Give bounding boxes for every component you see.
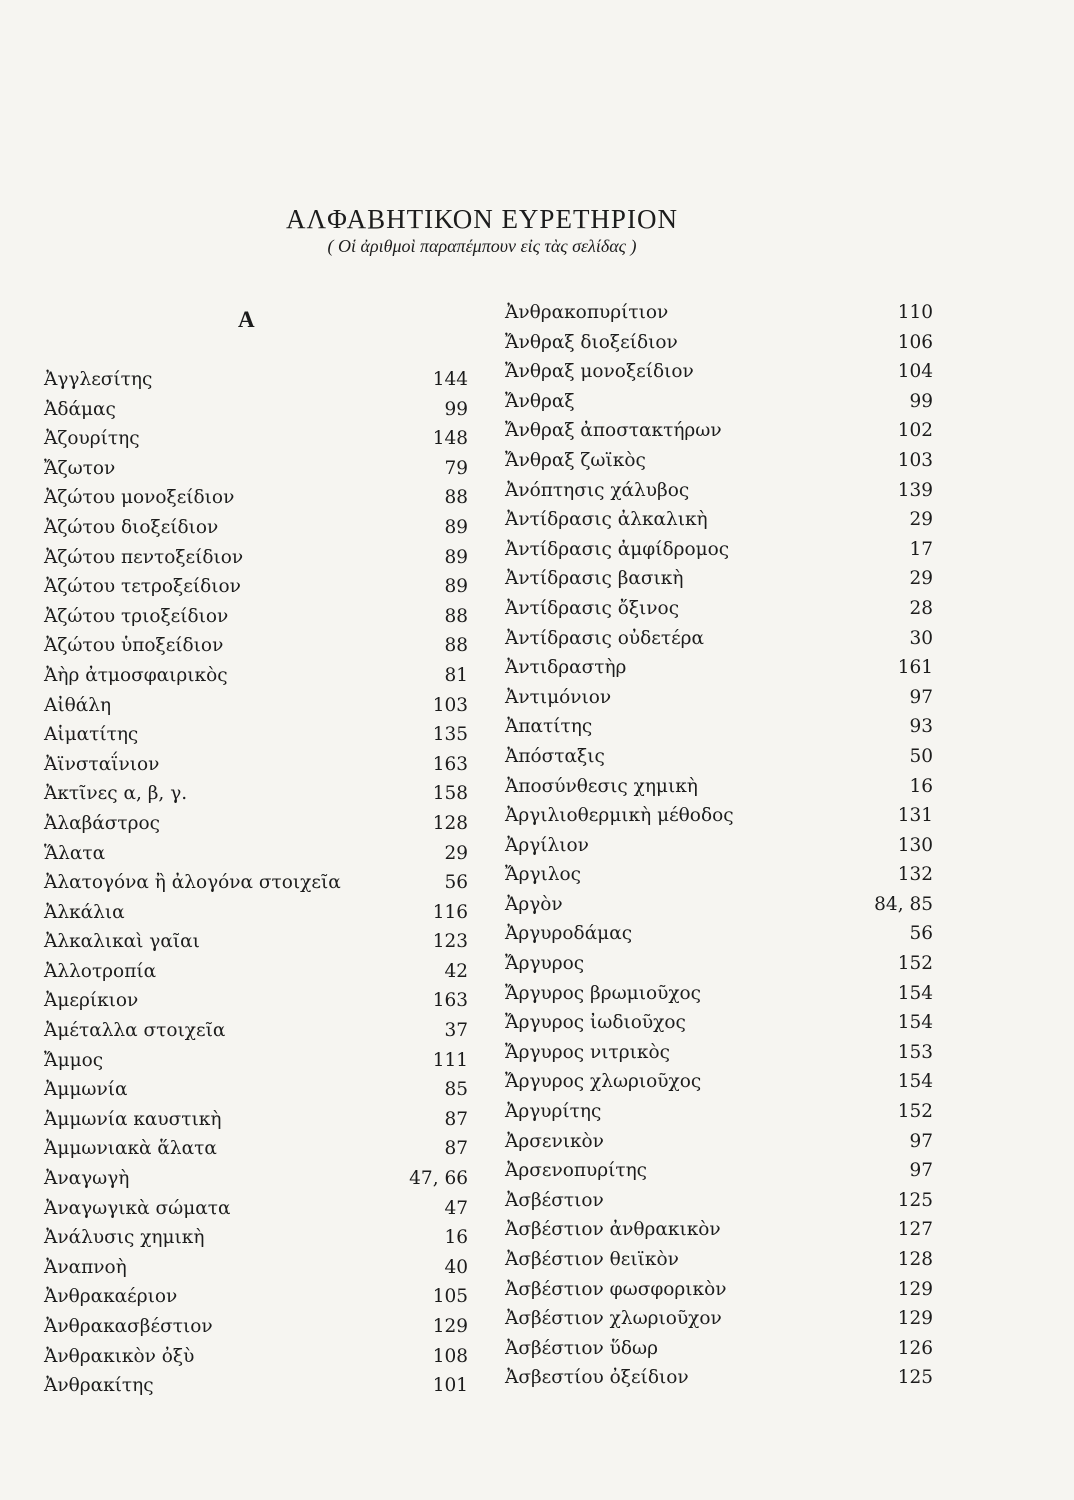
- index-term: Ἀνθρακίτης: [44, 1375, 154, 1397]
- page-number: 152: [897, 1101, 933, 1123]
- index-entry: [505, 564, 933, 594]
- page-number: 47, 66: [409, 1168, 468, 1190]
- index-entry: [44, 661, 468, 691]
- page-number: 153: [897, 1041, 933, 1063]
- index-term: Ἀζώτου μονοξείδιον: [44, 487, 235, 509]
- index-entry: [44, 927, 468, 957]
- page-number: 126: [897, 1337, 933, 1359]
- page-number: 128: [897, 1249, 933, 1270]
- page-number: 158: [432, 783, 468, 805]
- index-term: Ἀναγωγὴ: [44, 1168, 130, 1190]
- page-number: 29: [909, 568, 933, 590]
- index-entry: [505, 535, 933, 565]
- index-entry: [44, 1312, 468, 1342]
- page-number: 99: [444, 398, 468, 420]
- index-term: Ἄργιλος: [505, 864, 581, 886]
- index-entry: [505, 416, 933, 446]
- index-entry: [44, 1164, 468, 1194]
- page-number: 163: [432, 753, 468, 775]
- index-term: Ἄργυρος χλωριοῦχος: [505, 1071, 702, 1093]
- index-term: Ἅλατα: [44, 842, 106, 864]
- index-term: Ἀζώτου διοξείδιον: [44, 516, 219, 538]
- page-number: 88: [444, 605, 468, 627]
- index-entry: [505, 505, 933, 535]
- index-term: Ἀργίλιον: [505, 834, 589, 856]
- index-entry: [505, 1275, 933, 1305]
- index-term: Ἀκτῖνες α, β, γ.: [44, 783, 188, 805]
- page-number: 85: [444, 1079, 468, 1101]
- index-term: Ἀσβέστιον φωσφορικὸν: [505, 1278, 727, 1300]
- page-number: 152: [897, 953, 933, 975]
- page-number: 88: [444, 635, 468, 657]
- page-number: 103: [432, 694, 468, 716]
- index-entry: [505, 476, 933, 506]
- index-term: Ἄμμος: [44, 1049, 104, 1071]
- page-number: 81: [444, 664, 468, 686]
- index-entry: [505, 890, 933, 920]
- index-term: Ἀσβέστιον θειϊκὸν: [505, 1249, 679, 1270]
- index-term: Ἀντιδραστὴρ: [505, 657, 627, 679]
- page-number: 125: [897, 1189, 933, 1211]
- index-term: Ἀζώτου τετροξείδιον: [44, 576, 241, 598]
- page-number: 123: [432, 931, 468, 953]
- index-term: Ἀϊνσταΐνιον: [44, 753, 160, 775]
- page-number: 135: [432, 724, 468, 746]
- index-entry: [44, 1194, 468, 1224]
- page-number: 116: [432, 901, 468, 923]
- page-number: 104: [897, 361, 933, 383]
- page-number: 89: [444, 546, 468, 568]
- index-term: Ἄργυρος: [505, 953, 585, 975]
- page-number: 16: [444, 1227, 468, 1249]
- index-entry: [505, 1186, 933, 1216]
- index-term: Ἀποσύνθεσις χημικὴ: [505, 775, 698, 797]
- page-number: 42: [444, 960, 468, 982]
- page-number: 89: [444, 576, 468, 598]
- index-entry: [505, 1334, 933, 1364]
- index-entry: [505, 298, 933, 328]
- index-entry: [505, 683, 933, 713]
- index-term: Ἀλκάλια: [44, 901, 125, 923]
- page-number: 87: [444, 1138, 468, 1160]
- page-number: 129: [897, 1278, 933, 1300]
- index-entry: [44, 1342, 468, 1372]
- page-number: 154: [897, 1012, 933, 1034]
- page-number: 129: [897, 1308, 933, 1330]
- index-term: Ἄνθραξ ἀποστακτήρων: [505, 420, 722, 442]
- page-number: 89: [444, 516, 468, 538]
- index-term: Ἄνθραξ ζωϊκὸς: [505, 449, 646, 471]
- index-entry: [44, 1105, 468, 1135]
- index-entry: [505, 594, 933, 624]
- page-number: 50: [909, 745, 933, 767]
- index-entry: [44, 1134, 468, 1164]
- index-entry: [44, 395, 468, 425]
- index-entry: [44, 424, 468, 454]
- index-term: Ἄργυρος βρωμιοῦχος: [505, 982, 702, 1004]
- index-entry: [505, 949, 933, 979]
- page-number: 148: [432, 428, 468, 450]
- page-number: 103: [897, 449, 933, 471]
- index-term: Αἱματίτης: [44, 724, 139, 746]
- index-term: Ἀνάλυσις χημικὴ: [44, 1227, 205, 1249]
- index-entry: [44, 957, 468, 987]
- page-number: 84, 85: [874, 893, 933, 915]
- index-entry: [505, 624, 933, 654]
- page-number: 154: [897, 1071, 933, 1093]
- index-term: Ἀνόπτησις χάλυβος: [505, 479, 690, 501]
- page-number: 47: [444, 1197, 468, 1219]
- index-term: Ἀὴρ ἀτμοσφαιρικὸς: [44, 664, 228, 686]
- page-number: 161: [897, 657, 933, 679]
- page-number: 99: [909, 390, 933, 412]
- page-number: 154: [897, 982, 933, 1004]
- index-term: Ἀλαβάστρος: [44, 812, 161, 834]
- index-entry: [44, 1282, 468, 1312]
- index-term: Ἀσβέστιον ἀνθρακικὸν: [505, 1219, 721, 1241]
- index-term: Ἀναπνοὴ: [44, 1256, 127, 1278]
- page-number: 163: [432, 990, 468, 1012]
- index-term: Ἀντίδρασις ὄξινος: [505, 597, 680, 619]
- index-entry: [505, 860, 933, 890]
- index-entry: [505, 712, 933, 742]
- index-term: Ἀπατίτης: [505, 716, 593, 738]
- index-term: Ἀγγλεσίτης: [44, 369, 153, 390]
- index-entry: [505, 1304, 933, 1334]
- page-number: 139: [897, 479, 933, 501]
- index-entry: [44, 1046, 468, 1076]
- index-entry: [505, 1215, 933, 1245]
- index-entry: [505, 742, 933, 772]
- page-number: 16: [909, 775, 933, 797]
- index-term: Ἀργιλιοθερμικὴ μέθοδος: [505, 805, 734, 827]
- page-number: 128: [432, 812, 468, 834]
- page-number: 30: [909, 627, 933, 649]
- index-entry: [44, 365, 468, 395]
- page-number: 56: [444, 872, 468, 894]
- index-term: Ἀντίδρασις βασικὴ: [505, 568, 684, 590]
- page-number: 108: [432, 1345, 468, 1367]
- page-number: 17: [909, 538, 933, 560]
- index-term: Ἀργὸν: [505, 893, 563, 915]
- index-entry: [505, 387, 933, 417]
- index-entry: [44, 750, 468, 780]
- index-term: Ἀμμωνιακὰ ἅλατα: [44, 1138, 217, 1160]
- index-entry: [44, 720, 468, 750]
- page-number: 105: [432, 1286, 468, 1308]
- page-number: 56: [909, 923, 933, 945]
- index-term: Ἄνθραξ διοξείδιον: [505, 331, 678, 353]
- index-term: Ἀντιμόνιον: [505, 686, 612, 708]
- index-entry: [44, 868, 468, 898]
- index-entry: [505, 1097, 933, 1127]
- index-term: Ἀσβέστιον: [505, 1189, 604, 1211]
- section-letter: Α: [238, 307, 255, 332]
- index-entry: [44, 809, 468, 839]
- index-entry: [44, 691, 468, 721]
- index-term: Ἀλατογόνα ἢ ἀλογόνα στοιχεῖα: [44, 872, 341, 894]
- index-term: Ἀλκαλικαὶ γαῖαι: [44, 931, 200, 953]
- index-term: Ἀπόσταξις: [505, 745, 605, 767]
- index-term: Ἀζώτου τριοξείδιον: [44, 605, 229, 627]
- index-term: Ἀμμωνία καυστικὴ: [44, 1108, 222, 1130]
- index-term: Ἀργυρίτης: [505, 1101, 602, 1123]
- index-entry: [505, 772, 933, 802]
- index-term: Αἰθάλη: [44, 694, 112, 716]
- index-term: Ἀναγωγικὰ σώματα: [44, 1197, 231, 1219]
- index-entry: [44, 839, 468, 869]
- index-term: Ἀργυροδάμας: [505, 923, 633, 945]
- index-entry: [44, 986, 468, 1016]
- index-term: Ἀζουρίτης: [44, 428, 140, 450]
- index-entry: [44, 454, 468, 484]
- index-entry: [505, 1067, 933, 1097]
- index-term: Ἄνθραξ μονοξείδιον: [505, 361, 694, 383]
- index-term: Ἀσβεστίου ὀξείδιον: [505, 1367, 689, 1389]
- index-entry: [505, 357, 933, 387]
- index-entry: [505, 1038, 933, 1068]
- index-entry: [44, 631, 468, 661]
- page-number: 129: [432, 1316, 468, 1337]
- page-number: 29: [444, 842, 468, 864]
- page-number: 111: [432, 1049, 468, 1071]
- index-term: Ἀρσενικὸν: [505, 1130, 604, 1152]
- index-term: Ἀντίδρασις ἀμφίδρομος: [505, 538, 730, 560]
- index-entry: [44, 1371, 468, 1401]
- page-title: ΑΛΦΑΒΗΤΙΚΟΝ ΕΥΡΕΤΗΡΙΟΝ: [286, 204, 678, 235]
- index-term: Ἀσβέστιον χλωριοῦχον: [505, 1308, 722, 1330]
- index-entry: [505, 1127, 933, 1157]
- page-number: 29: [909, 509, 933, 531]
- index-entry: [505, 801, 933, 831]
- index-term: Ἀζώτου ὑποξείδιον: [44, 635, 224, 657]
- page-number: 28: [909, 597, 933, 619]
- index-term: Ἀντίδρασις οὐδετέρα: [505, 627, 705, 649]
- page-number: 132: [897, 864, 933, 886]
- index-term: Ἀμέταλλα στοιχεῖα: [44, 1020, 226, 1042]
- index-entry: [505, 919, 933, 949]
- index-term: Ἀνθρακοπυρίτιον: [505, 302, 669, 323]
- index-entry: [505, 1156, 933, 1186]
- page-number: 97: [909, 686, 933, 708]
- page-number: 97: [909, 1160, 933, 1182]
- index-entry: [505, 1363, 933, 1393]
- index-entry: [505, 1245, 933, 1275]
- index-entry: [505, 446, 933, 476]
- page-number: 131: [897, 805, 933, 827]
- index-column-right: [505, 298, 933, 1393]
- index-term: Ἀρσενοπυρίτης: [505, 1160, 648, 1182]
- index-entry: [505, 831, 933, 861]
- index-entry: [505, 653, 933, 683]
- index-entry: [44, 483, 468, 513]
- page-number: 97: [909, 1130, 933, 1152]
- index-term: Ἀμερίκιον: [44, 990, 139, 1012]
- index-entry: [44, 1223, 468, 1253]
- page-number: 87: [444, 1108, 468, 1130]
- index-term: Ἀνθρακασβέστιον: [44, 1316, 213, 1337]
- index-term: Ἀσβέστιον ὕδωρ: [505, 1337, 658, 1359]
- page-number: 106: [897, 331, 933, 353]
- index-term: Ἄζωτον: [44, 457, 116, 479]
- page-number: 93: [909, 716, 933, 738]
- page-number: 101: [432, 1375, 468, 1397]
- index-entry: [44, 1075, 468, 1105]
- index-term: Ἄργυρος ἰωδιοῦχος: [505, 1012, 686, 1034]
- index-term: Ἀμμωνία: [44, 1079, 128, 1101]
- index-term: Ἀζώτου πεντοξείδιον: [44, 546, 244, 568]
- index-entry: [44, 1016, 468, 1046]
- index-entry: [44, 898, 468, 928]
- index-column-left: [44, 365, 468, 1401]
- page-number: 40: [444, 1256, 468, 1278]
- page-number: 102: [897, 420, 933, 442]
- index-entry: [505, 979, 933, 1009]
- index-entry: [44, 543, 468, 573]
- index-entry: [44, 602, 468, 632]
- index-entry: [44, 513, 468, 543]
- index-entry: [505, 1008, 933, 1038]
- index-term: Ἀντίδρασις ἀλκαλικὴ: [505, 509, 708, 531]
- index-entry: [505, 328, 933, 358]
- index-entry: [44, 779, 468, 809]
- index-term: Ἄνθραξ: [505, 390, 575, 412]
- page-subtitle: ( Οἱ ἀριθμοὶ παραπέμπουν εἰς τὰς σελίδας ): [327, 236, 637, 256]
- index-term: Ἀδάμας: [44, 398, 116, 420]
- page-number: 130: [897, 834, 933, 856]
- page-number: 110: [897, 302, 933, 323]
- index-entry: [44, 1253, 468, 1283]
- page-number: 79: [444, 457, 468, 479]
- page-number: 88: [444, 487, 468, 509]
- index-term: Ἄργυρος νιτρικὸς: [505, 1041, 670, 1063]
- page-number: 127: [897, 1219, 933, 1241]
- index-term: Ἀνθρακικὸν ὀξὺ: [44, 1345, 195, 1367]
- page-number: 125: [897, 1367, 933, 1389]
- index-term: Ἀλλοτροπία: [44, 960, 157, 982]
- index-entry: [44, 572, 468, 602]
- page-number: 144: [432, 369, 468, 390]
- index-term: Ἀνθρακαέριον: [44, 1286, 178, 1308]
- page-number: 37: [444, 1020, 468, 1042]
